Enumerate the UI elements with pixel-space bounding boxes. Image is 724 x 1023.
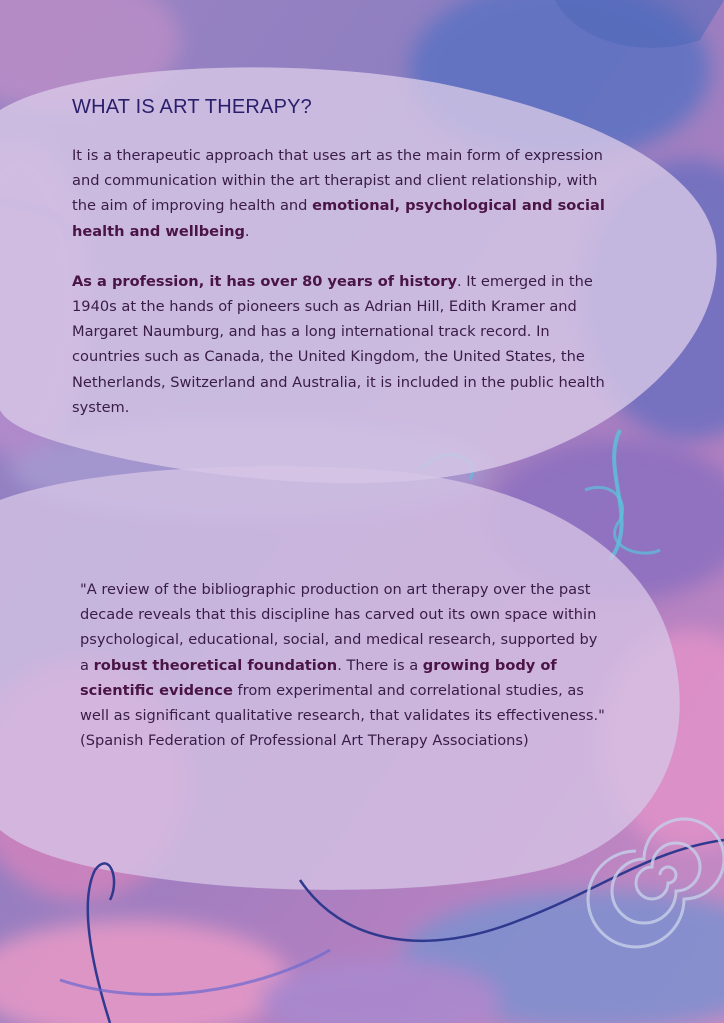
emphasis-foundation: robust theoretical foundation <box>93 656 338 674</box>
quote-paragraph: "A review of the bibliographic production on art therapy over the past decade reveals that this discipline has carved out its own space within psychological, educational, social, and medical research, supported by a robust theoretical foundation. There is a growing body of scientific evidence from experimental and correlational studies, as well as significant qualitative research, that validates its effectiveness." (Spanish Federation of Professional Art Therapy Associations) <box>80 581 605 750</box>
intro-section <box>72 143 612 420</box>
emphasis-wellbeing: emotional, psychological and social health and wellbeing <box>72 197 605 240</box>
emphasis-history: As a profession, it has over 80 years of history <box>72 272 457 290</box>
history-paragraph: As a profession, it has over 80 years of history. It emerged in the 1940s at the hands of pioneers such as Adrian Hill, Edith Kramer and Margaret Naumburg, and has a long international track record. In countries such as Canada, the United Kingdom, the United States, the Netherlands, Switzerland and Australia, it is included in the public health system. <box>72 272 605 416</box>
intro-paragraph: It is a therapeutic approach that uses art as the main form of expression and communication within the art therapist and client relationship, with the aim of improving health and emotional, psychological and social health and wellbeing. <box>72 147 605 240</box>
quote-section <box>80 577 610 753</box>
emphasis-evidence: growing body of scientific evidence <box>80 656 557 699</box>
page-title: WHAT IS ART THERAPY? <box>72 96 312 118</box>
